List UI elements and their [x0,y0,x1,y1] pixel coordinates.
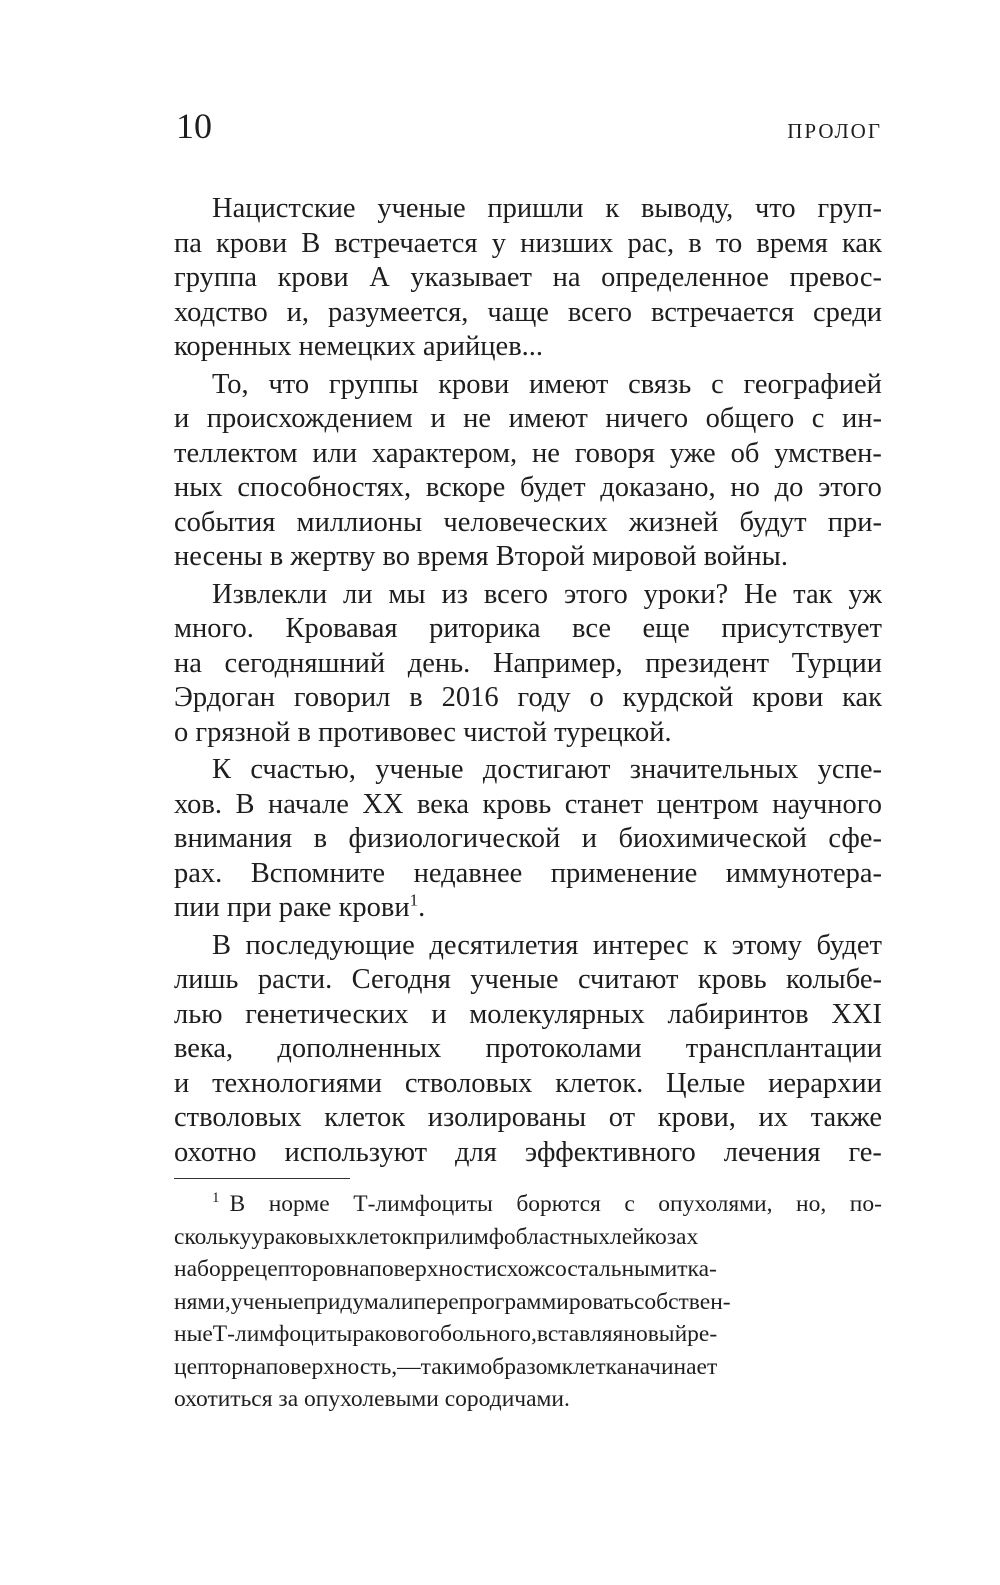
word: центром [656,788,759,820]
paragraph [174,753,882,926]
word: крови [277,262,349,293]
word: лью [174,998,223,1030]
word: скольку [174,1223,252,1250]
word: лишь [174,964,239,995]
word: успе- [817,754,882,785]
word: груп- [817,193,882,224]
word: то [715,227,743,259]
word: научного [772,788,882,820]
word: века, [174,1033,234,1064]
word: недавнее [413,857,523,889]
word: в [688,227,702,259]
word: ученые [470,964,559,995]
word: достигают [482,754,611,785]
word: дополненных [277,1033,442,1064]
word: поверхности [369,1256,497,1282]
word: норме [268,1191,330,1217]
word: крови, [657,1102,736,1133]
word: охотно [174,1136,257,1168]
text-line [174,612,882,647]
word: при [412,1223,450,1250]
word: мы [388,578,426,610]
word: колыбе- [786,964,882,995]
word: В [212,929,232,961]
word: — [397,1353,421,1380]
word: Кровавая [285,613,398,644]
word: способностях, [237,472,412,503]
word: внимания [174,823,293,854]
word: ин- [841,403,882,434]
word: и [431,998,447,1030]
word: века [417,788,470,820]
word: интерес [592,929,689,961]
text-line [174,891,882,926]
text-line [174,578,882,613]
word: имеют [508,403,588,434]
text-line [174,261,882,296]
text-line [174,437,882,472]
word: к [703,929,718,961]
word: ге- [848,1136,882,1168]
word: Например, [492,647,623,679]
word: Эрдоган [174,682,276,713]
word: много. [174,613,254,644]
word: схож [496,1256,545,1282]
word: расти. [257,964,333,995]
word: клеток [324,1102,406,1133]
word: начале [267,788,349,820]
word: вставляя [536,1321,624,1347]
word: Не [744,578,778,610]
word: рах. [174,857,223,889]
text-line [174,929,882,964]
word: перепрограммировать [413,1288,634,1315]
word: этому [731,929,802,961]
word: низших [520,227,614,259]
word: Сегодня [351,964,451,995]
word: ных [174,472,223,503]
word: раковых [263,1223,346,1250]
word: кровь [697,964,767,995]
text-line [174,402,882,437]
word: В [301,227,321,259]
text-line [174,1136,882,1171]
word: что [755,193,796,224]
word: у [251,1223,264,1250]
word: Целые [666,1067,746,1099]
word: на [174,647,202,679]
text-line [174,857,882,892]
word: всего [567,296,633,328]
footnote-line [174,1286,882,1319]
word: начинает [627,1353,718,1380]
footnote-line [174,1221,882,1254]
word: протоколами [485,1033,642,1064]
word: счастью, [250,754,356,785]
text-line [174,788,882,823]
word: К [212,754,232,785]
word: ные [174,1321,213,1347]
word: еще [642,613,690,644]
text-line [174,998,882,1033]
word: ученые [377,193,466,224]
text-line [174,1067,882,1102]
word: миллионы [296,506,423,538]
word: по- [849,1191,882,1217]
paragraph [174,929,882,1171]
text-line [174,647,882,682]
running-header: ПРОЛОГ [787,119,882,143]
text-line [174,1032,882,1067]
word: крови [752,682,824,713]
word: время [756,227,828,259]
word: па [174,227,202,259]
word: иерархии [768,1067,882,1099]
word: больного, [440,1321,537,1347]
word: цептор [174,1353,244,1380]
word: и [430,403,446,434]
word: пришли [487,193,584,224]
word: образом [480,1353,562,1380]
word: году [517,682,571,713]
word: новый [623,1321,688,1347]
word: об [730,437,760,469]
word: превос- [789,262,882,293]
word: как [842,227,882,259]
word: как [842,682,882,713]
word: и [174,1067,190,1099]
word: Т-лимфоциты [353,1191,493,1217]
word: сфе- [828,823,882,854]
word: В [235,788,255,820]
word: на [243,1353,266,1380]
word: не [463,403,492,434]
word: и [174,403,190,434]
word: клеток. [555,1067,644,1099]
word: Нацистские [212,193,356,224]
word: опухолями, [658,1191,773,1217]
word: человеческих [443,506,608,538]
word: разумеется, [327,296,469,328]
word: А [369,262,390,293]
word: так [793,578,833,610]
word: ученые [375,754,464,785]
footnote-reference-punctuation: . [418,892,426,923]
word: ракового [352,1321,440,1347]
page-number: 10 [176,106,212,146]
word: с [624,1191,635,1217]
word: таким [420,1353,481,1380]
word: жизней [628,506,719,538]
word: технологиями [212,1067,382,1099]
word: у [491,227,506,259]
text-line [174,227,882,262]
word: ученые [230,1288,304,1315]
paragraph [174,368,882,575]
word: присутствует [721,613,882,644]
word: не [532,437,560,469]
text-line [174,753,882,788]
word: тка- [677,1256,717,1282]
footnote-number: 1 [212,1190,220,1207]
word: определенное [601,262,769,293]
word: 2016 [441,682,499,713]
word: встречается [334,227,478,259]
word: все [572,613,611,644]
word: курдской [622,682,734,713]
word: уроки? [643,578,729,610]
footnote-line [174,1351,882,1384]
word: президент [645,647,770,679]
word: среди [813,296,882,328]
word: Т-лимфоциты [212,1321,353,1347]
footnote-first-line [212,1188,882,1221]
word: трансплантации [685,1033,882,1064]
word: поверхность, [265,1353,398,1380]
word: и [581,823,598,854]
word: имеют [529,368,609,400]
word: лимфобластных [449,1223,611,1250]
text-line [174,1101,882,1136]
word: для [455,1136,497,1168]
word: последующие [245,929,415,961]
word: вскоре [425,472,506,503]
text-line [174,681,882,716]
word: физиологической [348,823,561,854]
word: всего [483,578,549,610]
word: и, [286,296,310,328]
word: события [174,506,276,538]
word: ре- [687,1321,718,1347]
word: происхождением [206,403,413,434]
word: в [409,682,423,713]
word: изолированы [427,1102,587,1133]
word: десятилетия [429,929,579,961]
word: хов. [174,788,222,820]
word: на [346,1256,370,1282]
word: чаще [487,296,549,328]
text-line [174,506,882,541]
word: рас, [627,227,675,259]
word: этого [818,472,882,503]
word: генетических [245,998,409,1030]
word: доказано, [600,472,716,503]
word: до [774,472,804,503]
word: считают [577,964,679,995]
word: уж [848,578,882,610]
word: В [229,1191,246,1217]
word: общего [705,403,795,434]
word: То, [212,368,249,400]
word: группа [174,262,257,293]
word: Вспомните [250,857,386,889]
word: с [711,368,724,400]
word: кровь [482,788,552,820]
word: будет [816,929,882,961]
footnote-first-word-group [212,1188,245,1221]
word: встречается [650,296,795,328]
word: Турции [791,647,882,679]
word: группы [328,368,419,400]
footnote-divider [174,1178,350,1179]
text-line [174,471,882,506]
word: риторика [429,613,541,644]
word: клетка [561,1353,628,1380]
word: лечения [723,1136,821,1168]
footnote [174,1188,882,1416]
word: крови [216,227,288,259]
word: связь [628,368,692,400]
word: собствен- [633,1288,731,1315]
word: XXI [831,998,882,1030]
word: к [605,193,620,224]
text-line: коренных немецких арийцев... [174,331,544,362]
text-line [174,192,882,227]
word: эффективного [524,1136,696,1168]
word: их [758,1102,789,1133]
word: ходство [174,296,268,328]
text-line [174,822,882,857]
word: но [730,472,760,503]
word: в [313,823,328,854]
text-line: о грязной в противовес чистой турецкой. [174,716,672,748]
word: крови [438,368,510,400]
text-line [174,296,882,331]
word: из [441,578,468,610]
word: уже [669,437,716,469]
word: придумали [303,1288,414,1315]
word: при- [827,506,882,538]
word: применение [550,857,698,889]
paragraph [174,578,882,751]
word: будет [520,472,586,503]
word: говорил [293,682,391,713]
word: остальными [555,1256,678,1282]
word: иммунотера- [725,857,882,889]
word: но, [796,1191,827,1217]
word: географией [743,368,882,400]
word: или [312,437,358,469]
word: лейкозах [610,1223,699,1250]
word: борются [516,1191,601,1217]
word: ничего [605,403,689,434]
word: лабиринтов [667,998,809,1030]
word: выводу, [640,193,734,224]
word: этого [563,578,628,610]
word: стволовых [174,1102,302,1133]
word: стволовых [404,1067,533,1099]
word: с [544,1256,556,1282]
word: что [268,368,310,400]
word: от [608,1102,636,1133]
word: молекулярных [469,998,645,1030]
word: ли [343,578,373,610]
word: с [811,403,825,434]
word: биохимической [618,823,807,854]
word: теллектом [174,437,298,469]
word: значительных [629,754,799,785]
word: Извлекли [212,578,328,610]
footnote-line: охотиться за опухолевыми сородичами. [174,1386,570,1412]
text-line [174,368,882,403]
word: умствен- [774,437,882,469]
word: на [552,262,581,293]
paragraph [174,192,882,365]
word: также [810,1102,882,1133]
word: будут [739,506,807,538]
word: рецепторов [232,1256,347,1282]
word: указывает [410,262,532,293]
word: день. [407,647,471,679]
word: клеток [345,1223,413,1250]
word: станет [564,788,644,820]
footnote-reference[interactable]: 1 [409,890,419,910]
word: характером, [372,437,518,469]
word: говоря [574,437,655,469]
word: XX [362,788,404,820]
word: набор [174,1256,233,1282]
text-line-content: пии при раке крови [174,892,410,923]
body-text [174,192,882,1170]
word: нями, [174,1288,231,1315]
footnote-line [174,1188,882,1221]
word: используют [284,1136,428,1168]
footnote-line [174,1253,882,1286]
text-line: несены в жертву во время Второй мировой войны. [174,541,788,572]
word: о [589,682,604,713]
footnote-line [174,1318,882,1351]
text-line [174,963,882,998]
word: сегодняшний [224,647,386,679]
